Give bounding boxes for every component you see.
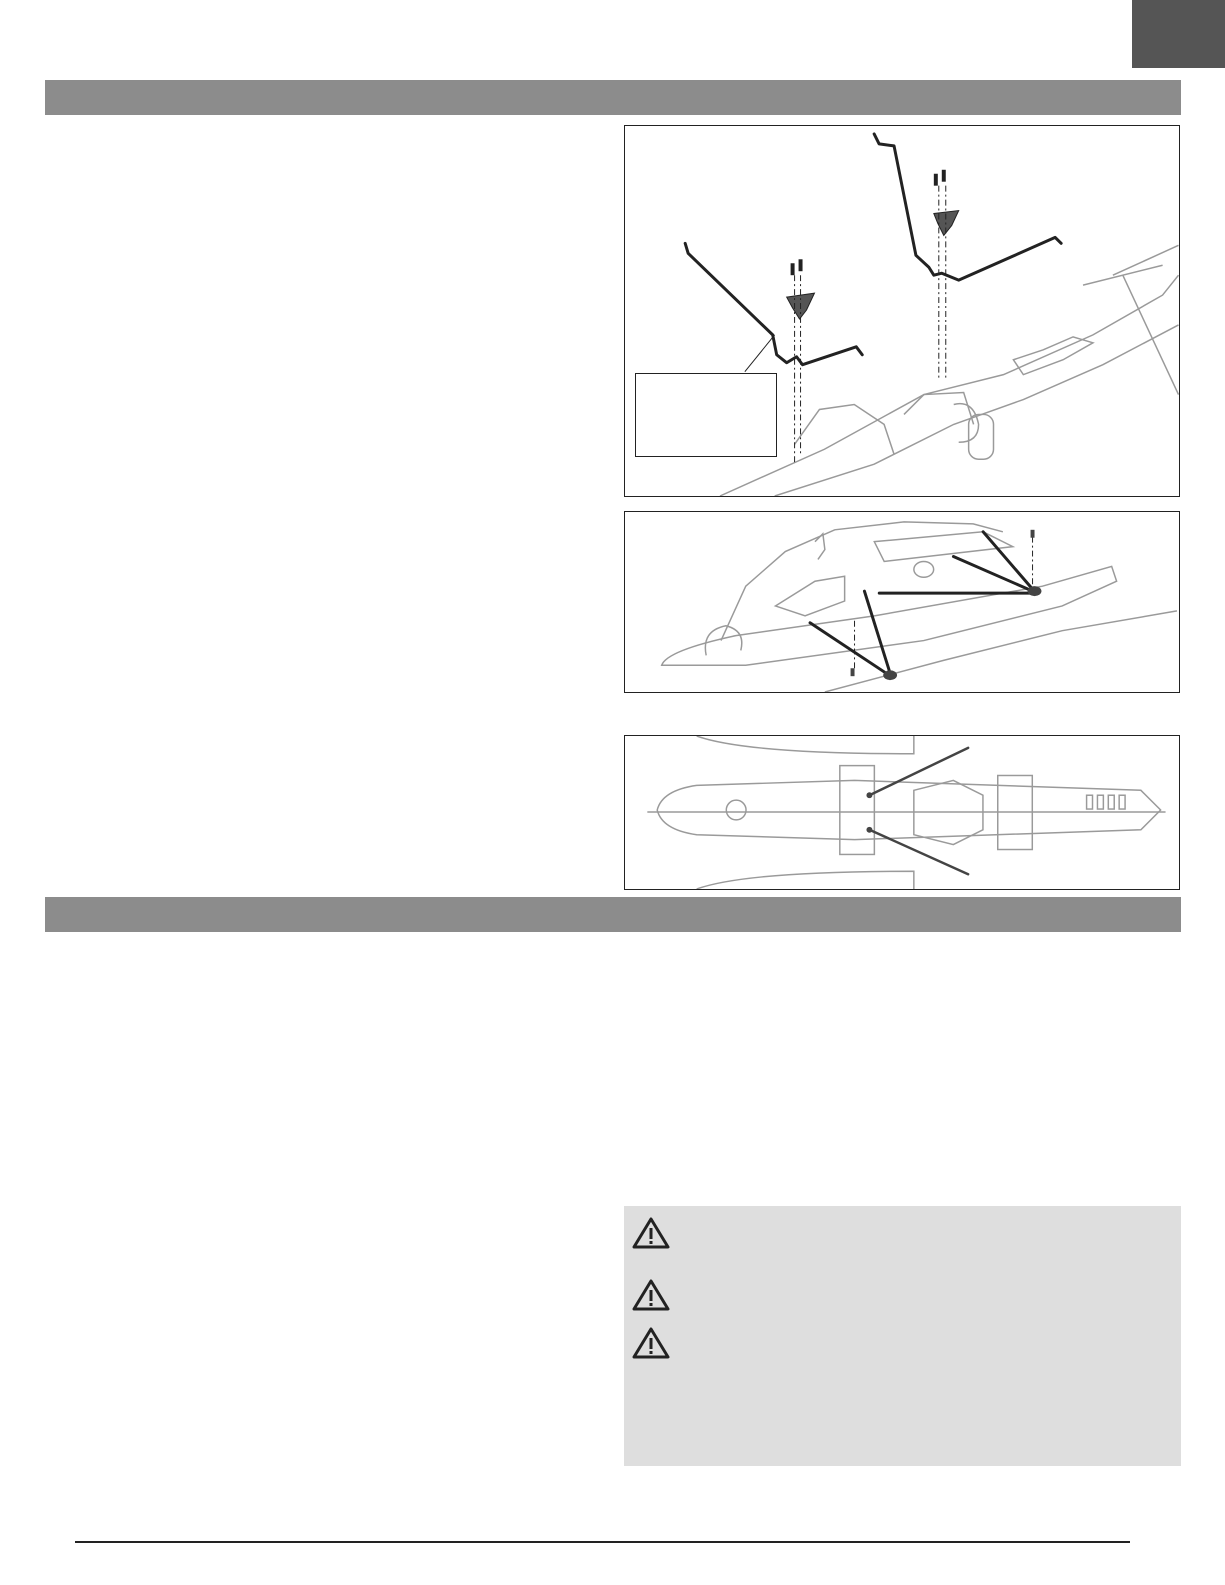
corner-tab xyxy=(1132,0,1225,68)
figure-strut-wire-installation xyxy=(624,125,1180,497)
callout-box xyxy=(635,373,777,457)
warning-panel xyxy=(624,1206,1181,1466)
figure-float-attachment-side xyxy=(624,511,1180,693)
warning-triangle-icon xyxy=(632,1216,670,1250)
section-header-bar xyxy=(45,80,1181,115)
footer-rule xyxy=(75,1541,1130,1543)
warning-triangle-icon xyxy=(632,1278,670,1312)
figure-float-attachment-bottom xyxy=(624,735,1180,890)
section-header-bar xyxy=(45,897,1181,932)
warning-triangle-icon xyxy=(632,1326,670,1360)
